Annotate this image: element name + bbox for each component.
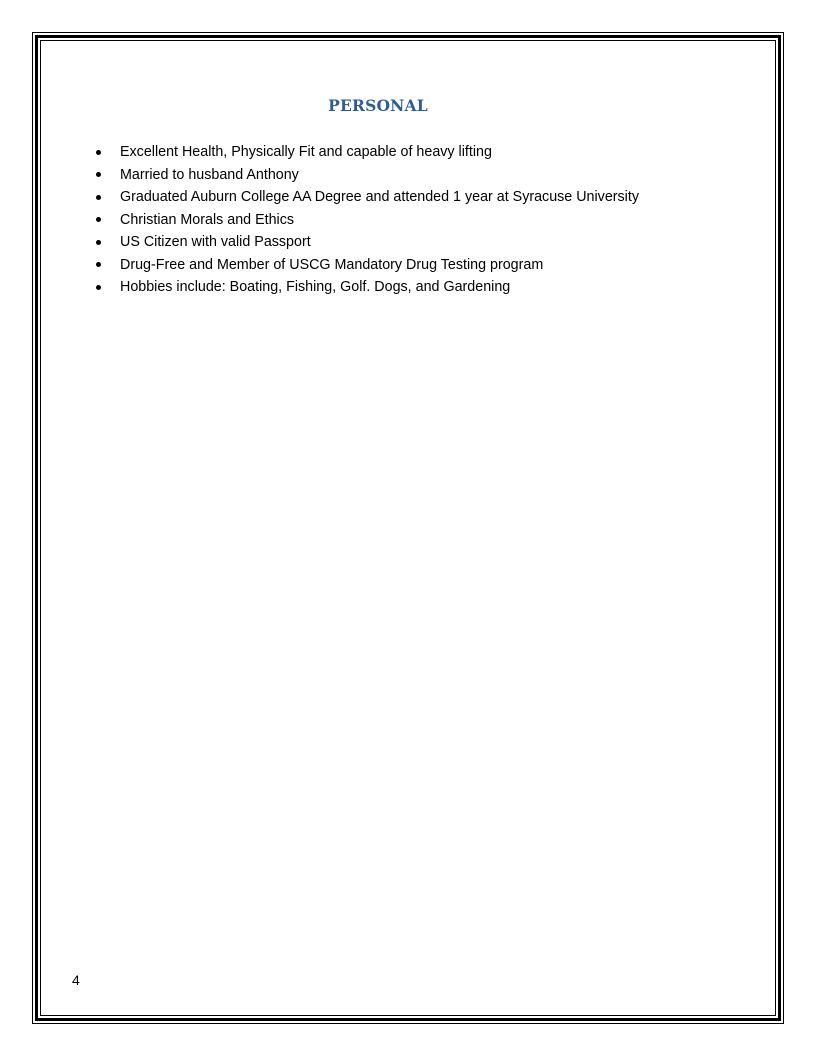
page-number: 4	[72, 972, 80, 988]
list-item-text: Hobbies include: Boating, Fishing, Golf. Dogs, and Gardening	[120, 279, 511, 295]
bullet-icon	[96, 150, 101, 155]
bullet-icon	[96, 172, 101, 177]
bullet-icon	[96, 217, 101, 222]
list-item-text: Excellent Health, Physically Fit and capable of heavy lifting	[120, 144, 492, 160]
list-item-text: US Citizen with valid Passport	[120, 234, 311, 250]
bullet-icon	[96, 195, 101, 200]
section-heading: PERSONAL	[328, 96, 428, 115]
list-item-text: Drug-Free and Member of USCG Mandatory Drug Testing program	[120, 256, 544, 273]
list-item-text: Christian Morals and Ethics	[120, 211, 295, 228]
bullet-icon	[96, 262, 101, 267]
list-item-text: Graduated Auburn College AA Degree and attended 1 year at Syracuse University	[120, 189, 639, 205]
list-item-text: Married to husband Anthony	[120, 166, 299, 183]
bullet-icon	[96, 285, 101, 290]
bullet-icon	[96, 240, 101, 245]
